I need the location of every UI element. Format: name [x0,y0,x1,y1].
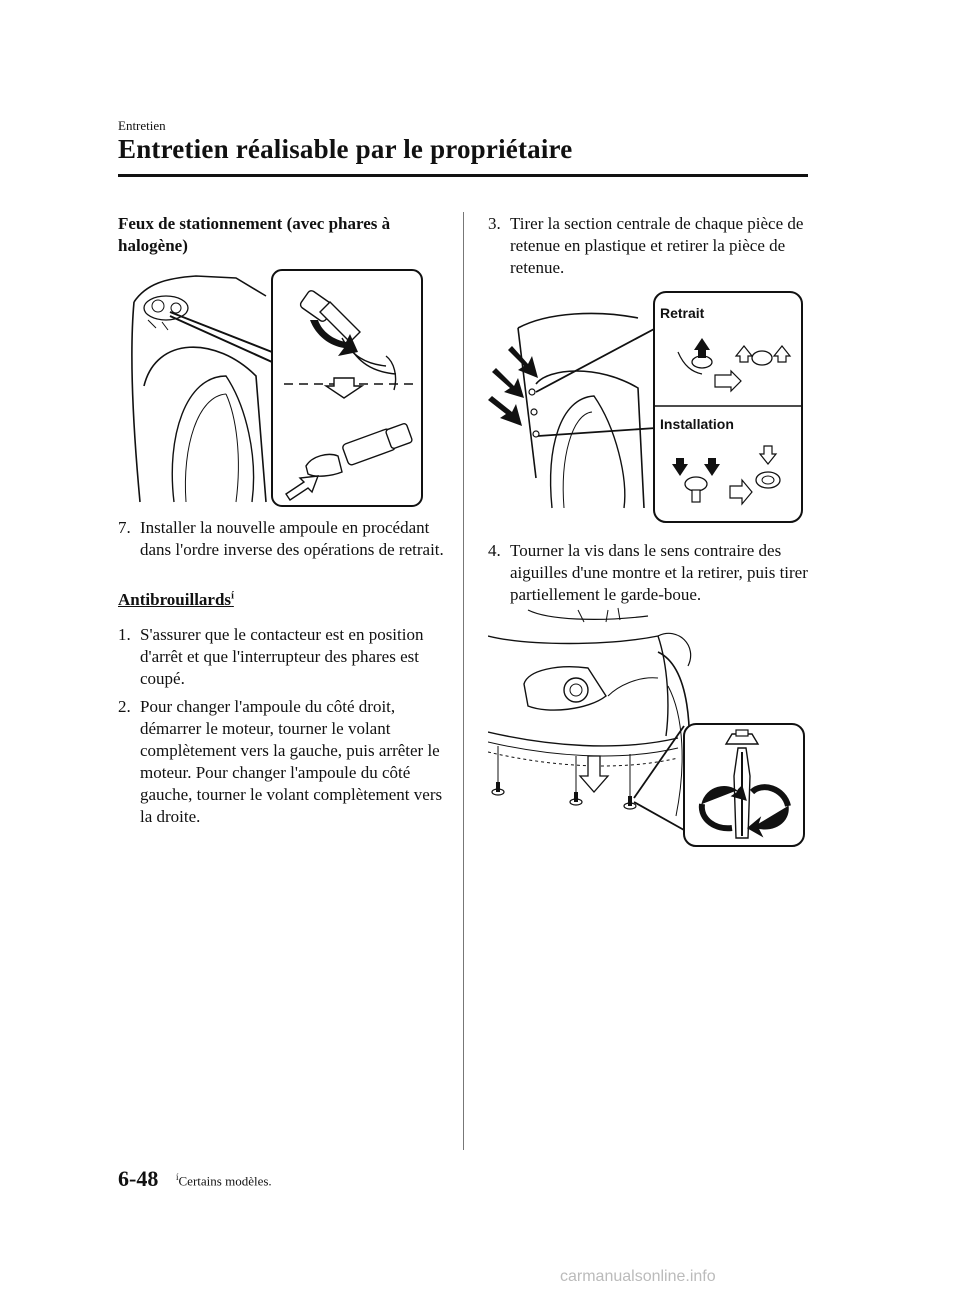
step-3 [488,213,808,279]
step-2-text: Pour changer l'ampoule du côté droit, démarrer le moteur, tourner le volant complètement vers la gauche, puis arrêter le moteur. Pour changer l'ampoule du côté gauche, tourner le volant complètement vers la droite. [140,697,443,826]
footnote-mark: í [176,1172,179,1182]
step-3-text: Tirer la section centrale de chaque pièce de retenue en plastique et retirer la pièce de retenue. [510,214,804,277]
footnote-text: Certains modèles. [178,1173,272,1189]
step-4-text: Tourner la vis dans le sens contraire des aiguilles d'une montre et la retirer, puis tirer partiellement le garde-boue. [510,541,808,604]
step-4 [488,540,808,606]
page-number: 6-48 [118,1166,159,1191]
parking-lights-heading [118,213,458,257]
fog-lights-subhead [118,590,234,610]
retrait-label: Retrait [660,305,705,321]
step-7 [118,517,458,561]
parking-light-figure [126,266,426,510]
step-3-number: 3. [488,214,501,233]
step-2-number: 2. [118,697,131,716]
step-4-number: 4. [488,541,501,560]
watermark: carmanualsonline.info [560,1268,716,1285]
certain-models-mark: í [231,590,234,602]
step-1 [118,624,458,690]
step-7-number: 7. [118,518,131,537]
heading-line-1: Feux de stationnement (avec phares à [118,214,391,233]
heading-line-2: halogène) [118,236,188,255]
splash-shield-figure [488,606,808,848]
title-rule [118,174,808,177]
fog-lights-title: Antibrouillards [118,590,232,609]
retainer-figure [488,288,806,526]
installation-label: Installation [660,416,734,432]
footnote [176,1172,272,1189]
step-7-text: Installer la nouvelle ampoule en procédant dans l'ordre inverse des opérations de retrait. [140,518,444,559]
column-divider [463,212,464,1150]
page-title: Entretien réalisable par le propriétaire [118,134,573,164]
step-2 [118,696,458,828]
section-label: Entretien [118,118,166,133]
step-1-number: 1. [118,625,131,644]
step-1-text: S'assurer que le contacteur est en position d'arrêt et que l'interrupteur des phares est coupé. [140,625,424,688]
